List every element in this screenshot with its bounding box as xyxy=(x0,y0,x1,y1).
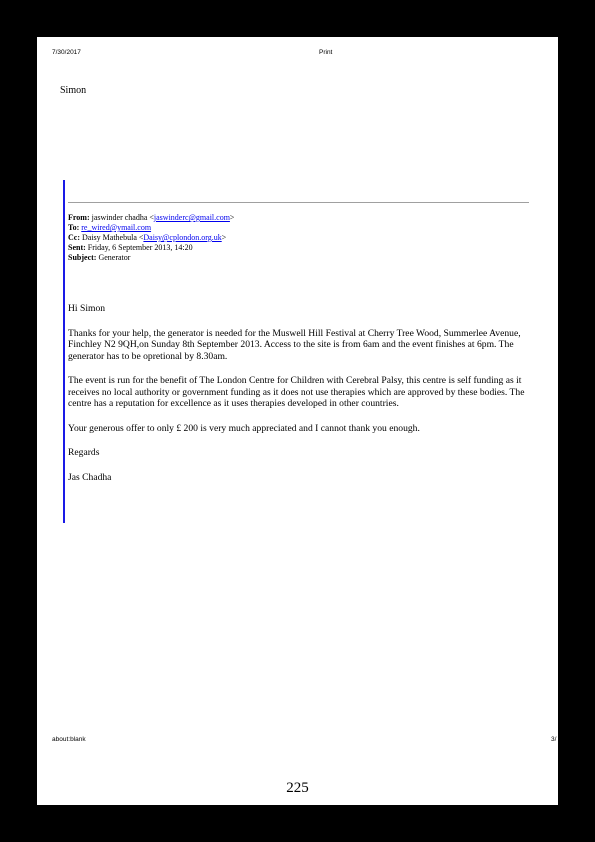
cc-email-link[interactable]: Daisy@cplondon.org.uk xyxy=(143,233,222,242)
paragraph-2: The event is run for the benefit of The London Centre for Children with Cerebral Palsy, this centre is self funding as it receives no local authority or government funding as it does not use therapies which are approved by these bodies. The centre has a reputation for excellence as it uses therapies developed in other countries. xyxy=(68,375,525,409)
from-row: From: jaswinder chadha <jaswinderc@gmail.com> xyxy=(68,213,235,222)
to-email-link[interactable]: re_wired@ymail.com xyxy=(81,223,152,232)
from-name: jaswinder chadha xyxy=(91,213,148,222)
closing: Regards xyxy=(68,447,100,458)
to-label: To: xyxy=(68,223,80,232)
top-salutation: Simon xyxy=(60,85,87,96)
sent-row xyxy=(68,243,234,253)
email-body xyxy=(68,303,528,496)
subject-row xyxy=(68,253,234,263)
greeting: Hi Simon xyxy=(68,303,106,314)
sent-label: Sent: xyxy=(68,243,86,252)
cc-row: Cc: Daisy Mathebula <Daisy@cplondon.org.uk> xyxy=(68,233,227,242)
sent-value: Friday, 6 September 2013, 14:20 xyxy=(87,243,193,252)
print-title: Print xyxy=(319,49,333,56)
footer-url: about:blank xyxy=(52,736,86,743)
signature: Jas Chadha xyxy=(68,471,112,483)
printed-page xyxy=(37,37,558,805)
paragraph-1: Thanks for your help, the generator is needed for the Muswell Hill Festival at Cherry Tree Wood, Summerlee Avenue, Finchley N2 9QH,on Sunday 8th September 2013. Access to the site is from 6am and the event finishes at 6pm. The generator has to be opretional by 8.30am. xyxy=(68,327,521,362)
subject-label: Subject: xyxy=(68,253,97,262)
from-email-link[interactable]: jaswinderc@gmail.com xyxy=(153,213,230,222)
subject-value: Generator xyxy=(98,253,131,262)
header-divider xyxy=(68,202,529,203)
from-label: From: xyxy=(68,213,90,222)
email-headers xyxy=(68,213,234,263)
quote-bar xyxy=(63,180,65,523)
print-date: 7/30/2017 xyxy=(52,49,81,56)
to-row xyxy=(68,223,234,233)
cc-label: Cc: xyxy=(68,233,80,242)
cc-name: Daisy Mathebula xyxy=(82,233,137,242)
footer-page-fraction: 3/ xyxy=(551,736,557,743)
paragraph-3: Your generous offer to only £ 200 is very much appreciated and I cannot thank you enough. xyxy=(68,422,420,434)
page-number: 225 xyxy=(286,780,309,796)
